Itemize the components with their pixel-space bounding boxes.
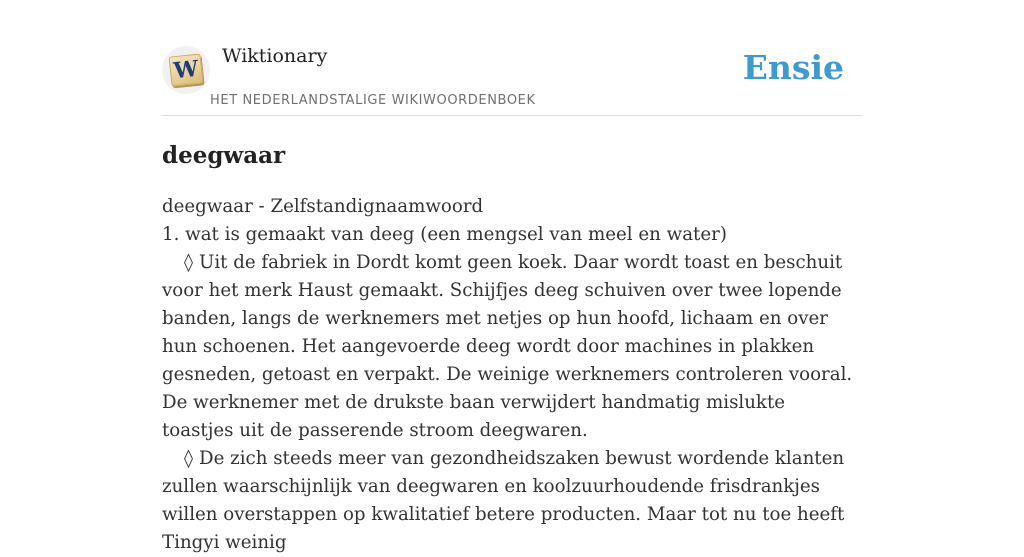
part-of-speech-line: deegwaar - Zelfstandignaamwoord [162,196,484,217]
page-container [162,0,862,553]
example-sentence [162,249,862,445]
definition: 1. wat is gemaakt van deeg (een mengsel van meel en water) [162,224,727,245]
site-name[interactable]: Wiktionary [222,45,328,67]
example-text: De zich steeds meer van gezondheidszaken bewust wordende klanten zullen waarschijnlijk van deegwaren en koolzuurhoudende frisdrankjes willen overstappen op kwalitatief betere producten. Maar tot nu toe heeft Tingyi weinig [162,448,845,553]
wiktionary-logo-tile: W [169,53,204,86]
wiktionary-logo[interactable] [162,46,210,94]
site-header [162,0,862,116]
example-sentence [162,445,862,557]
diamond-icon: ◊ [184,448,193,469]
entry-content [162,193,862,557]
ensie-brand-link[interactable]: Ensie [742,48,844,87]
diamond-icon: ◊ [184,252,193,273]
example-text: Uit de fabriek in Dordt komt geen koek. Daar wordt toast en beschuit voor het merk Haust gemaakt. Schijfjes deeg schuiven over twee lopende banden, langs de werknemers met netjes op hun hoofd, lichaam en over hun schoenen. Het aangevoerde deeg wordt door machines in plakken gesneden, getoast en verpakt. De weinige werknemers controleren vooral. De werknemer met de drukste baan verwijdert handmatig mislukte toastjes uit de passerende stroom deegwaren. [162,252,853,441]
site-subtitle: HET NEDERLANDSTALIGE WIKIWOORDENBOEK [210,93,536,108]
page-title: deegwaar [162,142,286,169]
